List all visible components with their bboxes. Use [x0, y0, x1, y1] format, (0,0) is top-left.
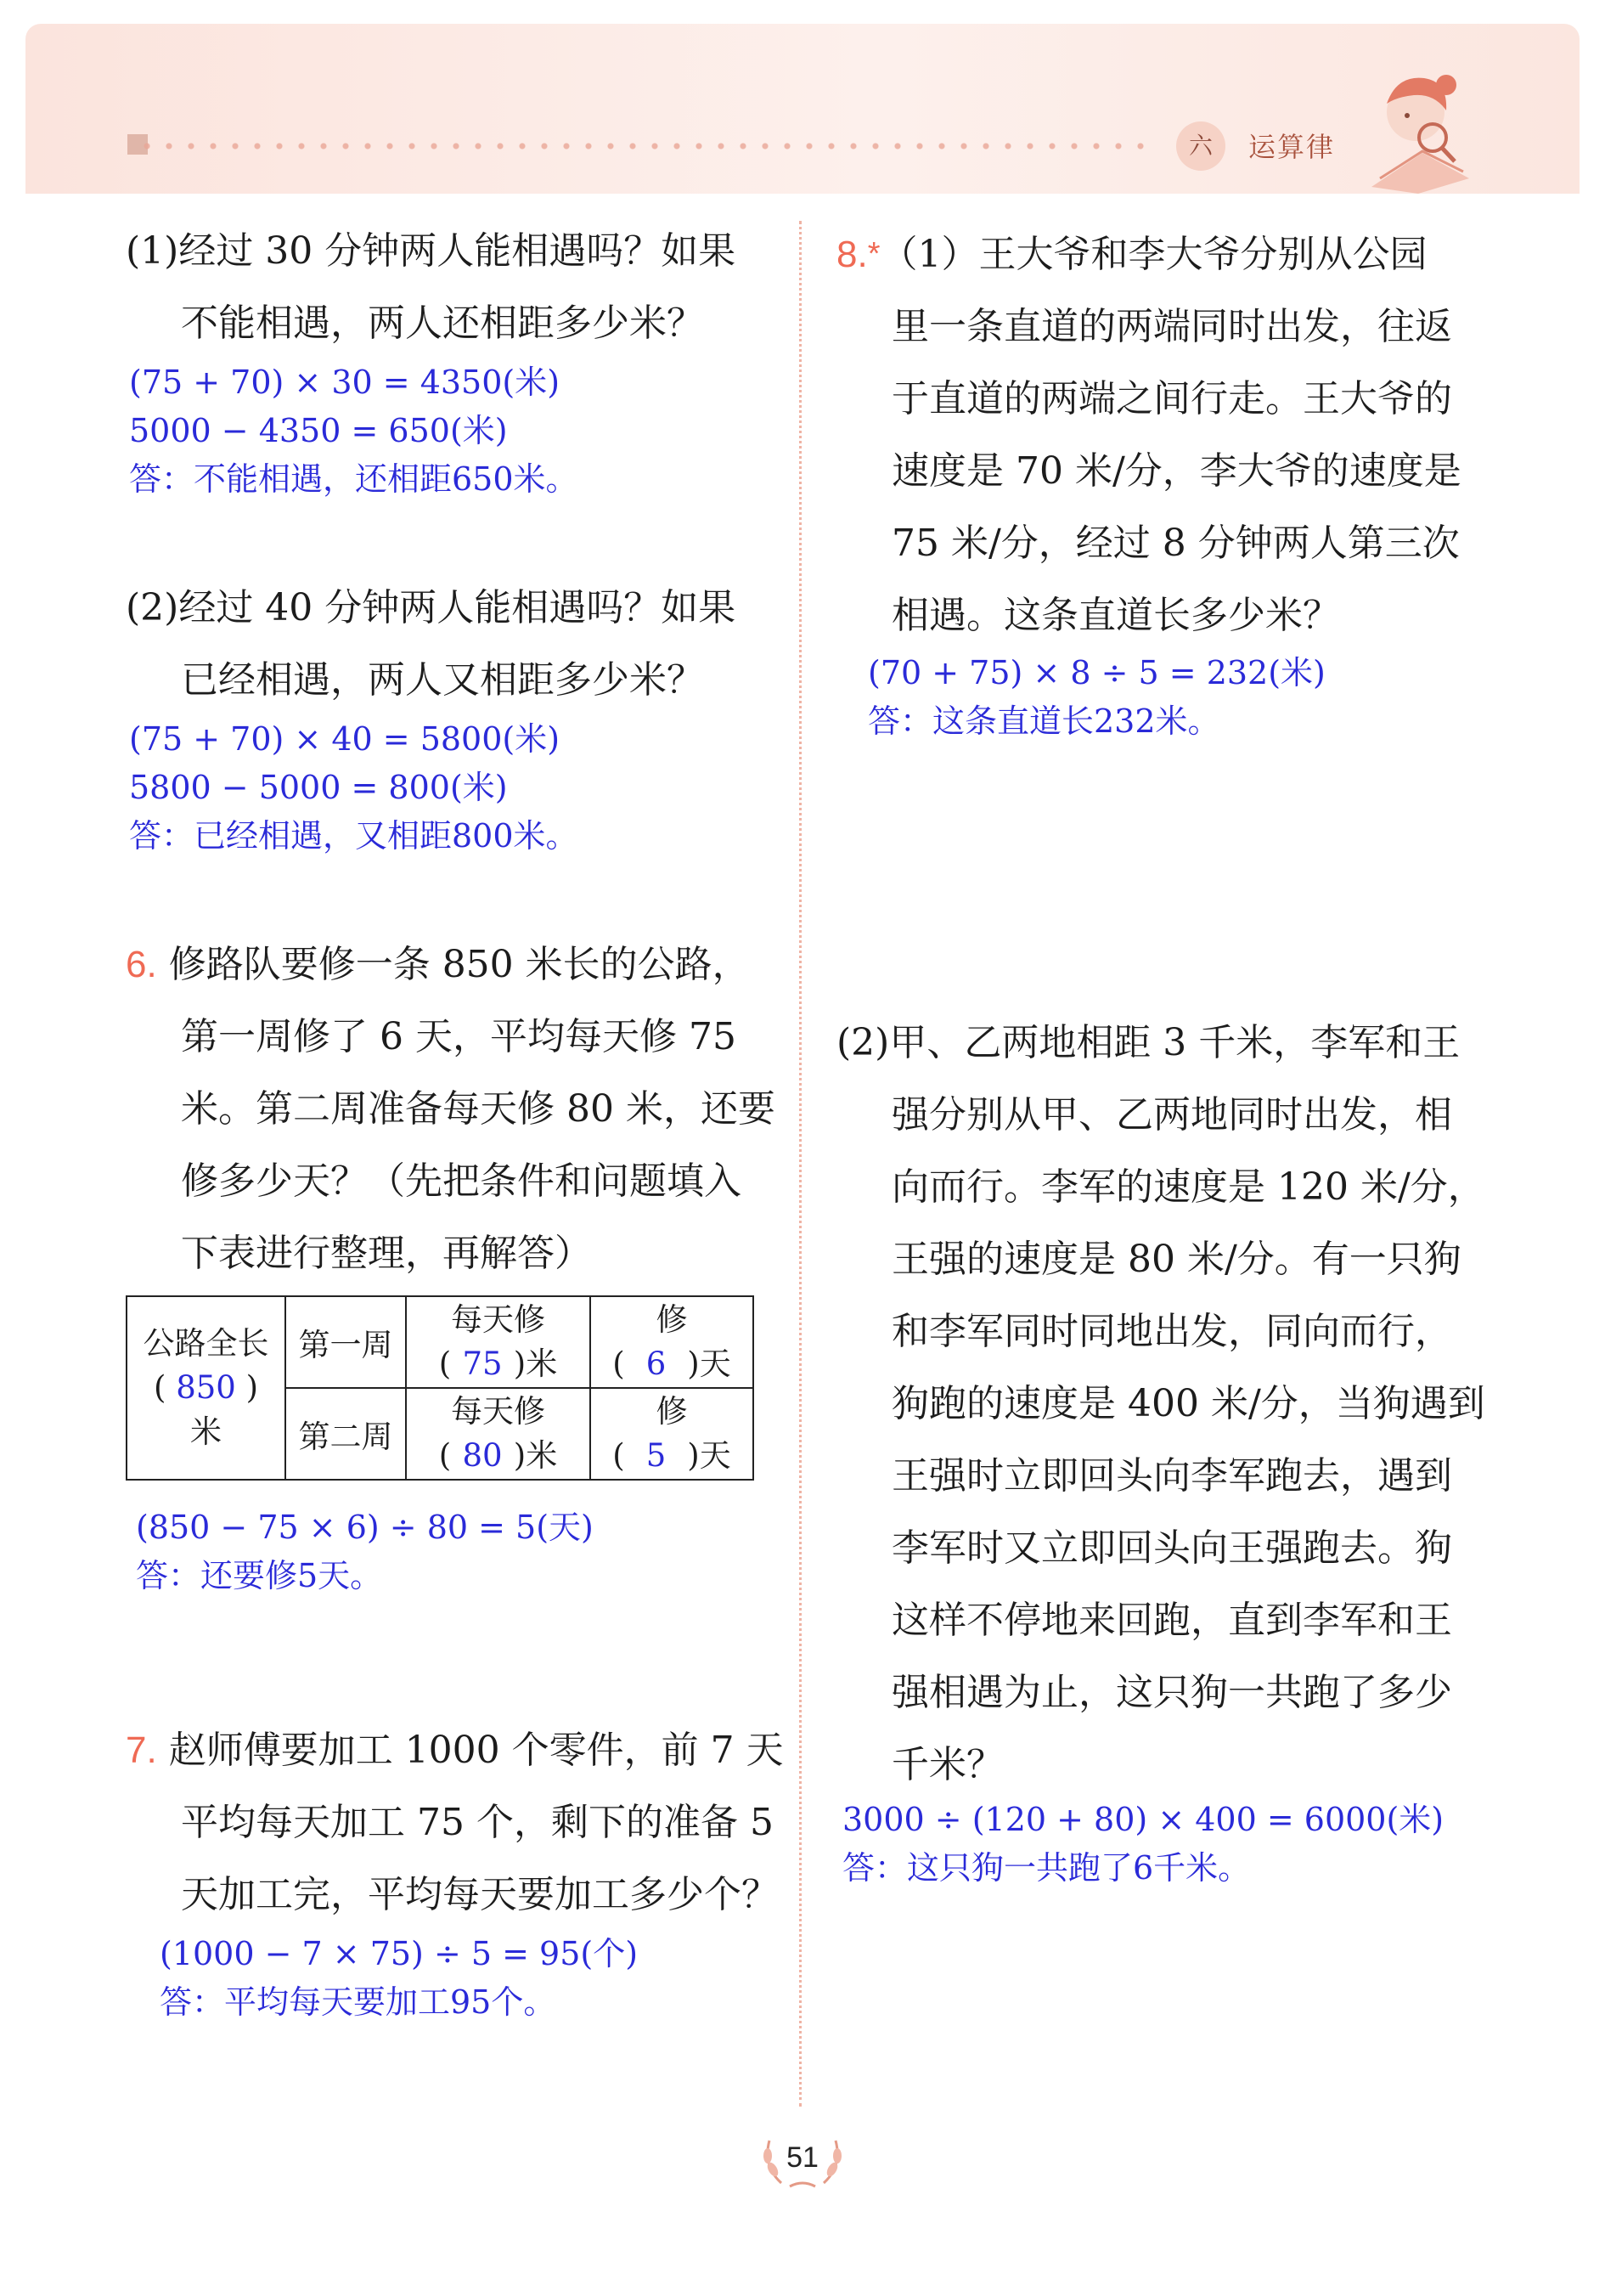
answer-line: 5800 − 5000 = 800(米) [129, 769, 508, 806]
question-line: 李军时又立即回头向王强跑去。狗 [892, 1526, 1452, 1570]
question-line: 天加工完，平均每天要加工多少个？ [181, 1873, 779, 1916]
page-number: 51 [786, 2141, 819, 2174]
question-6 [126, 928, 775, 1289]
question-line: 下表进行整理，再解答） [181, 1232, 592, 1275]
question-line: 于直道的两端之间行走。王大爷的 [892, 377, 1452, 420]
answer-8-part-1 [868, 649, 1326, 746]
answer-line: 答：还要修5天。 [136, 1557, 383, 1594]
challenge-star: * [867, 236, 881, 272]
question-line: 和李军同时同地出发，同向而行， [892, 1310, 1452, 1353]
answer-line: 答：这条直道长232米。 [868, 702, 1220, 740]
question-line: 这样不停地来回跑，直到李军和王 [892, 1599, 1452, 1642]
question-number: 7. [126, 1729, 157, 1771]
question-line: 狗跑的速度是 400 米/分，当狗遇到 [892, 1382, 1485, 1425]
girl-reading-icon [1363, 59, 1473, 195]
answer-5-part-2 [129, 715, 578, 860]
total-length-cell: 公路全长 ( 850 ) 米 [127, 1296, 285, 1480]
road-repair-table [126, 1295, 754, 1481]
header-band [25, 24, 1580, 194]
answer-line: (1000 − 7 × 75) ÷ 5 = 95(个) [160, 1935, 639, 1972]
answer-6 [136, 1503, 594, 1600]
question-line: 王强时立即回头向李军跑去，遇到 [892, 1454, 1452, 1498]
question-line: 相遇。这条直道长多少米？ [892, 594, 1340, 637]
total-length-value: 850 [176, 1369, 236, 1406]
answer-line: (75 + 70) × 40 = 5800(米) [129, 720, 560, 758]
column-divider [799, 221, 802, 2107]
question-5-part-1 [126, 215, 735, 359]
answer-line: 答：这只狗一共跑了6千米。 [842, 1849, 1251, 1887]
chapter-title: 运算律 [1248, 131, 1336, 163]
question-line: 王强的速度是 80 米/分。有一只狗 [892, 1238, 1461, 1281]
answer-line: 答：已经相遇，又相距800米。 [129, 817, 578, 855]
question-line: (2)经过 40 分钟两人能相遇吗？如果 [126, 586, 736, 629]
question-8-part-2 [836, 1007, 1485, 1801]
question-line: （1）王大爷和李大爷分别从公园 [880, 233, 1428, 276]
answer-line: 5000 − 4350 = 650(米) [129, 412, 508, 449]
repair-label: 修 [656, 1301, 688, 1338]
question-line: 里一条直道的两端同时出发，往返 [892, 305, 1452, 348]
answer-line: (850 − 75 × 6) ÷ 80 = 5(天) [136, 1509, 594, 1546]
header-dots [136, 140, 1155, 152]
per-day-label: 每天修 [451, 1393, 545, 1430]
week-2-per-day-value: 80 [462, 1437, 503, 1474]
question-7 [126, 1714, 784, 1931]
answer-7 [160, 1930, 638, 2027]
answer-line: 答：不能相遇，还相距650米。 [129, 460, 578, 498]
question-8-part-1 [836, 218, 1461, 652]
week-1-label: 第一周 [285, 1296, 406, 1388]
question-line: 米。第二周准备每天修 80 米，还要 [181, 1087, 775, 1131]
week-2-days-cell: 修 ( 5 )天 [590, 1388, 753, 1480]
week-1-days-value: 6 [645, 1345, 667, 1382]
chapter-number: 六 [1176, 121, 1225, 171]
answer-line: (75 + 70) × 30 = 4350(米) [129, 364, 560, 401]
week-1-days-cell: 修 ( 6 )天 [590, 1296, 753, 1388]
total-length-label: 公路全长 [143, 1325, 269, 1362]
question-line: 千米？ [892, 1743, 1004, 1786]
answer-line: 答：平均每天要加工95个。 [160, 1983, 556, 2021]
answer-5-part-1 [129, 358, 578, 504]
week-2-per-day-cell: 每天修 ( 80 )米 [406, 1388, 590, 1480]
question-line: 修多少天？（先把条件和问题填入 [181, 1159, 741, 1203]
answer-line: (70 + 75) × 8 ÷ 5 = 232(米) [868, 654, 1326, 691]
question-line: 强相遇为止，这只狗一共跑了多少 [892, 1671, 1452, 1714]
question-line: 强分别从甲、乙两地同时出发，相 [892, 1093, 1452, 1137]
answer-line: 3000 ÷ (120 + 80) × 400 = 6000(米) [842, 1801, 1444, 1838]
total-length-unit: 米 [190, 1413, 222, 1450]
page-number-badge [756, 2124, 849, 2192]
question-line: (2)甲、乙两地相距 3 千米，李军和王 [836, 1021, 1461, 1064]
question-line: 第一周修了 6 天，平均每天修 75 [181, 1015, 736, 1058]
question-line: 速度是 70 米/分，李大爷的速度是 [892, 449, 1461, 493]
question-line: 不能相遇，两人还相距多少米？ [181, 302, 704, 345]
week-1-per-day-value: 75 [462, 1345, 503, 1382]
question-line: 平均每天加工 75 个，剩下的准备 5 [181, 1801, 774, 1844]
question-line: (1)经过 30 分钟两人能相遇吗？如果 [126, 229, 736, 273]
answer-8-part-2 [842, 1796, 1444, 1893]
question-line: 修路队要修一条 850 米长的公路， [168, 943, 750, 986]
question-line: 已经相遇，两人又相距多少米？ [181, 658, 704, 702]
question-5-part-2 [126, 572, 735, 716]
repair-label: 修 [656, 1393, 688, 1430]
question-number: 6. [126, 944, 157, 985]
question-number: 8. [836, 234, 868, 275]
question-line: 75 米/分，经过 8 分钟两人第三次 [892, 522, 1460, 565]
question-line: 向而行。李军的速度是 120 米/分， [892, 1165, 1485, 1209]
week-2-label: 第二周 [285, 1388, 406, 1480]
per-day-label: 每天修 [451, 1301, 545, 1338]
week-2-days-value: 5 [645, 1437, 667, 1474]
question-line: 赵师傅要加工 1000 个零件，前 7 天 [168, 1729, 784, 1772]
week-1-per-day-cell: 每天修 ( 75 )米 [406, 1296, 590, 1388]
